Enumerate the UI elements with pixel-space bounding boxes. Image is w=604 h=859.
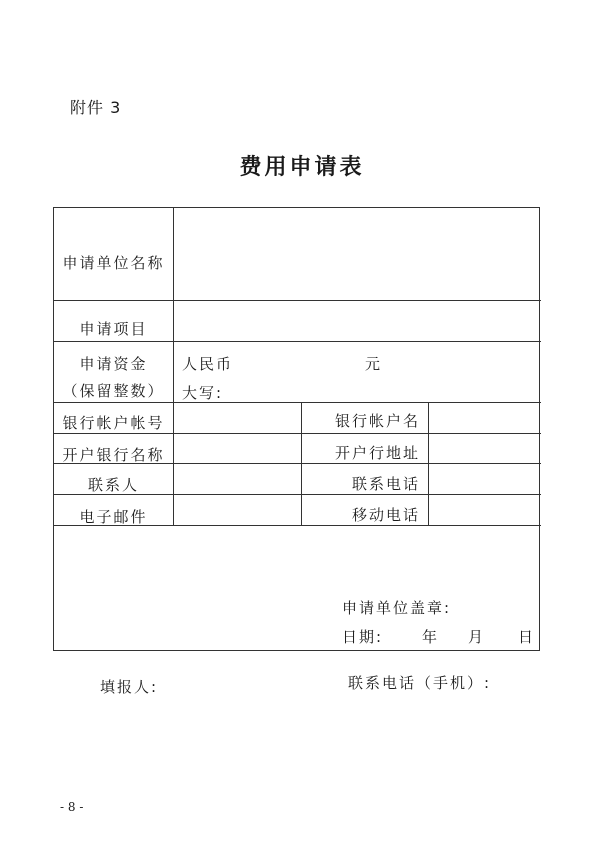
row-divider xyxy=(54,402,541,403)
bank-address-label: 开户行地址 xyxy=(334,444,420,462)
mobile-label: 移动电话 xyxy=(351,506,420,524)
month-label: 月 xyxy=(468,628,486,646)
day-label: 日 xyxy=(518,628,536,646)
seal-label: 申请单位盖章: xyxy=(342,599,452,617)
bank-account-no-label: 银行帐户帐号 xyxy=(62,414,165,432)
filler-label: 填报人: xyxy=(100,678,159,696)
label-column-divider xyxy=(173,208,174,525)
form-title: 费用申请表 xyxy=(239,154,365,180)
funds-note: （保留整数） xyxy=(62,382,165,400)
page-number: - 8 - xyxy=(60,800,84,814)
row-divider xyxy=(54,300,541,301)
rmb-label: 人民币 xyxy=(182,355,234,373)
attachment-label: 附件 3 xyxy=(70,98,122,117)
contact-label: 联系人 xyxy=(87,476,139,494)
funds-label: 申请资金 xyxy=(79,355,148,373)
application-form-table xyxy=(53,207,540,651)
yuan-label: 元 xyxy=(365,355,383,373)
bank-name-label: 开户银行名称 xyxy=(62,446,165,464)
capital-amount-label: 大写: xyxy=(182,384,224,402)
bank-account-name-label: 银行帐户名 xyxy=(334,412,420,430)
project-label: 申请项目 xyxy=(79,320,148,338)
applicant-unit-label: 申请单位名称 xyxy=(62,254,165,272)
footer-phone-label: 联系电话（手机）: xyxy=(348,674,492,692)
row-divider xyxy=(54,433,541,434)
contact-phone-label: 联系电话 xyxy=(351,475,420,493)
row-divider xyxy=(54,341,541,342)
email-label: 电子邮件 xyxy=(79,508,148,526)
year-label: 年 xyxy=(422,628,440,646)
column-divider xyxy=(428,402,429,525)
date-label: 日期: xyxy=(342,628,384,646)
